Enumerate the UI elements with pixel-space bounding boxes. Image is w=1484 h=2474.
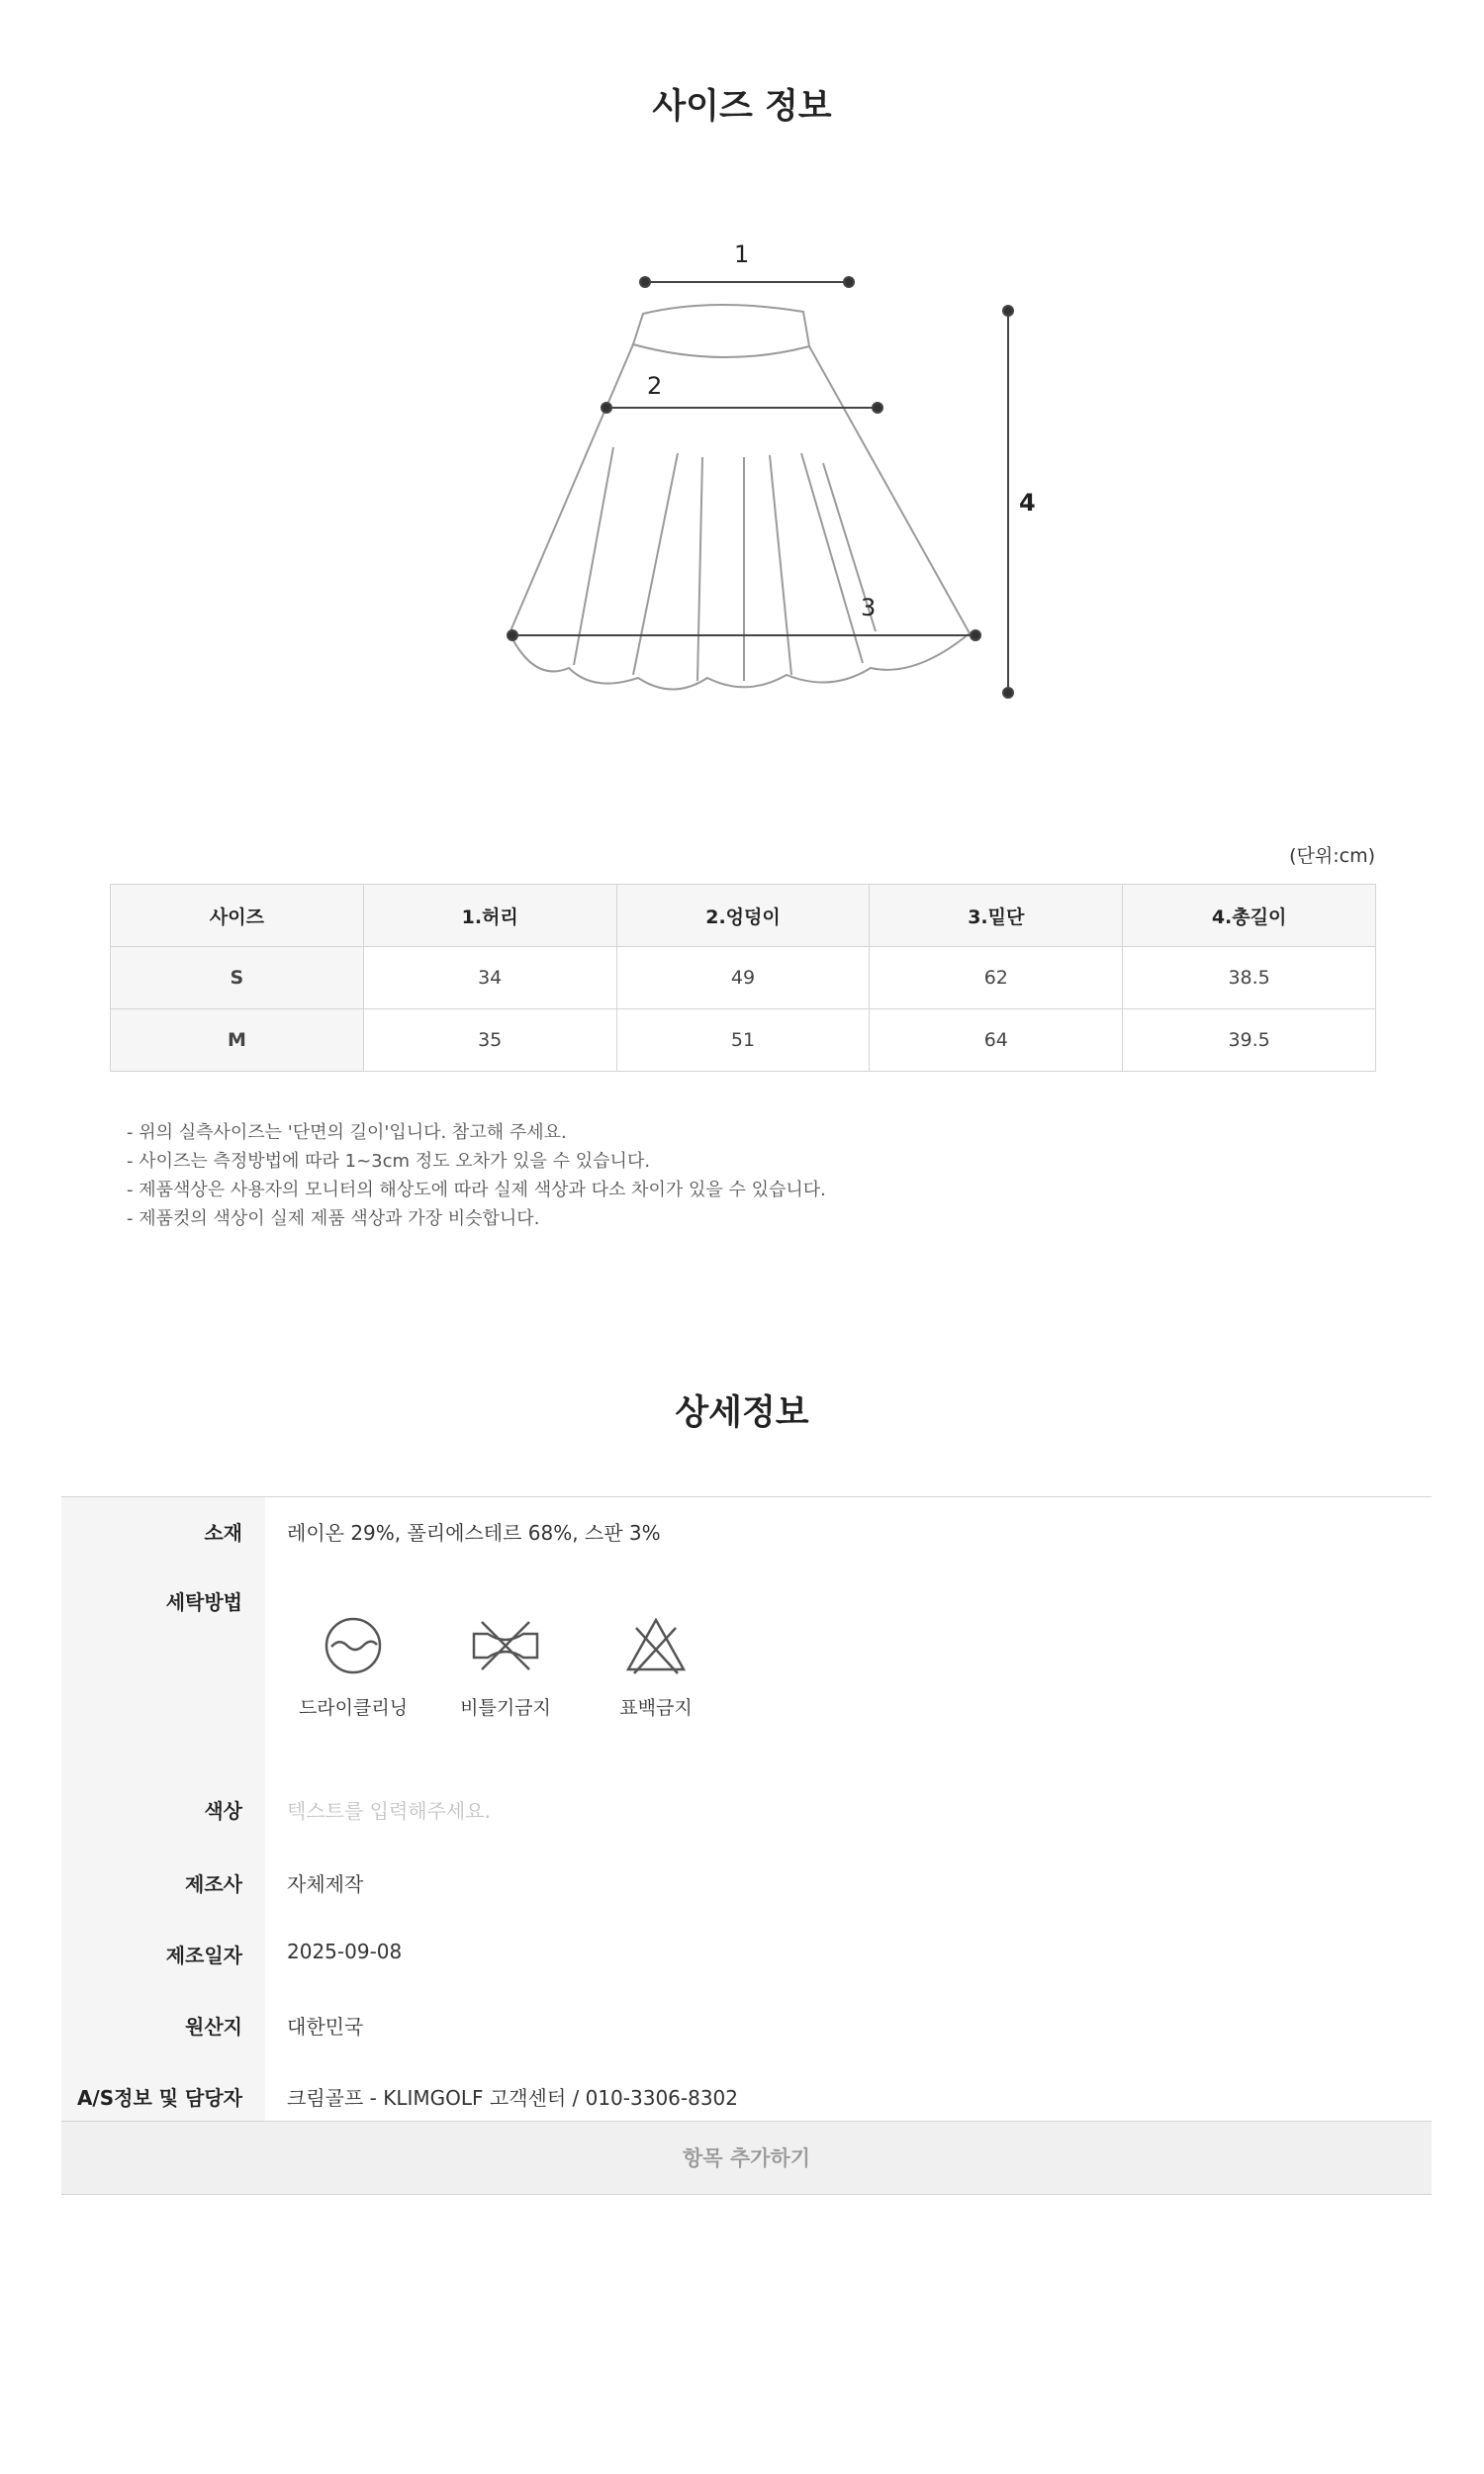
detail-label: 소재 — [204, 1521, 242, 1545]
table-cell: 34 — [363, 947, 616, 1009]
detail-row-manufacturer — [61, 1860, 1432, 1900]
table-cell: 49 — [616, 947, 870, 1009]
detail-info-title: 상세정보 — [675, 1393, 809, 1433]
add-item-button[interactable]: 항목 추가하기 — [61, 2121, 1432, 2195]
measure-point — [1003, 306, 1013, 316]
dry-clean-icon — [322, 1614, 385, 1677]
no-bleach-icon — [624, 1614, 688, 1677]
table-cell: 62 — [870, 947, 1123, 1009]
size-info-title: 사이즈 정보 — [652, 87, 832, 127]
skirt-pleat — [770, 455, 791, 675]
skirt-measurement-diagram — [475, 228, 1036, 722]
no-bleach-item — [582, 1614, 730, 1720]
table-cell: 39.5 — [1123, 1009, 1376, 1072]
table-cell: 51 — [616, 1009, 870, 1072]
table-cell: 38.5 — [1123, 947, 1376, 1009]
detail-label: 원산지 — [185, 2015, 242, 2039]
detail-row-origin — [61, 2003, 1432, 2043]
size-notes — [127, 1118, 826, 1233]
diagram-label-4: 4 — [1019, 489, 1036, 517]
table-header-cell: 2.엉덩이 — [616, 885, 870, 947]
list-item: - 사이즈는 측정방법에 따라 1~3cm 정도 오차가 있을 수 있습니다. — [127, 1147, 826, 1176]
no-wring-item — [431, 1614, 580, 1720]
list-item: - 위의 실측사이즈는 '단면의 길이'입니다. 참고해 주세요. — [127, 1118, 826, 1147]
list-item: - 제품색상은 사용자의 모니터의 해상도에 따라 실제 색상과 다소 차이가 있을 수 있습니다. — [127, 1176, 826, 1204]
table-row — [111, 1009, 1376, 1072]
detail-value: 2025-09-08 — [287, 1940, 403, 1963]
detail-value: 크림골프 - KLIMGOLF 고객센터 / 010-3306-8302 — [287, 2086, 739, 2110]
color-input[interactable]: 텍스트를 입력해주세요. — [287, 1799, 491, 1823]
measure-point — [873, 403, 882, 413]
skirt-left-edge — [510, 344, 633, 633]
measure-point — [971, 630, 980, 640]
skirt-pleat — [574, 447, 613, 665]
detail-label: 색상 — [204, 1799, 242, 1823]
table-header-cell: 1.허리 — [363, 885, 616, 947]
table-cell: 35 — [363, 1009, 616, 1072]
measure-point — [508, 630, 517, 640]
size-table — [110, 884, 1376, 1072]
detail-value: 레이온 29%, 폴리에스테르 68%, 스판 3% — [287, 1521, 661, 1545]
list-item: - 제품컷의 색상이 실제 제품 색상과 가장 비슷합니다. — [127, 1204, 826, 1233]
dry-clean-item — [279, 1614, 427, 1720]
detail-label: 제조일자 — [165, 1944, 242, 1967]
skirt-pleat — [633, 453, 678, 675]
detail-label: 세탁방법 — [165, 1590, 242, 1614]
care-label: 비틀기금지 — [460, 1697, 551, 1719]
diagram-label-3: 3 — [861, 594, 877, 621]
detail-row-color — [61, 1787, 1432, 1827]
care-label: 표백금지 — [619, 1697, 693, 1719]
detail-row-as-info — [61, 2074, 1432, 2114]
measure-point — [602, 403, 611, 413]
skirt-waistband — [633, 305, 809, 357]
detail-info-table — [61, 1496, 1432, 2196]
detail-row-material — [61, 1509, 1432, 1549]
detail-label: 제조사 — [185, 1872, 242, 1896]
table-header-row — [111, 885, 1376, 947]
measure-point — [640, 277, 650, 287]
unit-note: (단위:cm) — [1289, 845, 1375, 867]
table-row — [111, 947, 1376, 1009]
no-wring-icon — [468, 1614, 543, 1677]
table-cell: M — [111, 1009, 364, 1072]
skirt-pleat — [697, 457, 702, 681]
diagram-label-1: 1 — [734, 240, 750, 268]
table-header-cell: 사이즈 — [111, 885, 364, 947]
detail-value: 자체제작 — [287, 1872, 364, 1896]
table-cell: 64 — [870, 1009, 1123, 1072]
table-header-cell: 4.총길이 — [1123, 885, 1376, 947]
table-header-cell: 3.밑단 — [870, 885, 1123, 947]
diagram-label-2: 2 — [647, 372, 663, 400]
detail-value: 대한민국 — [287, 2015, 364, 2039]
detail-row-manufacture-date — [61, 1932, 1432, 1971]
measure-point — [844, 277, 854, 287]
care-label: 드라이클리닝 — [298, 1697, 409, 1719]
detail-row-washing — [61, 1578, 1432, 1757]
skirt-right-edge — [809, 346, 970, 633]
table-cell: S — [111, 947, 364, 1009]
detail-label: A/S정보 및 담당자 — [76, 2086, 242, 2110]
measure-point — [1003, 688, 1013, 698]
